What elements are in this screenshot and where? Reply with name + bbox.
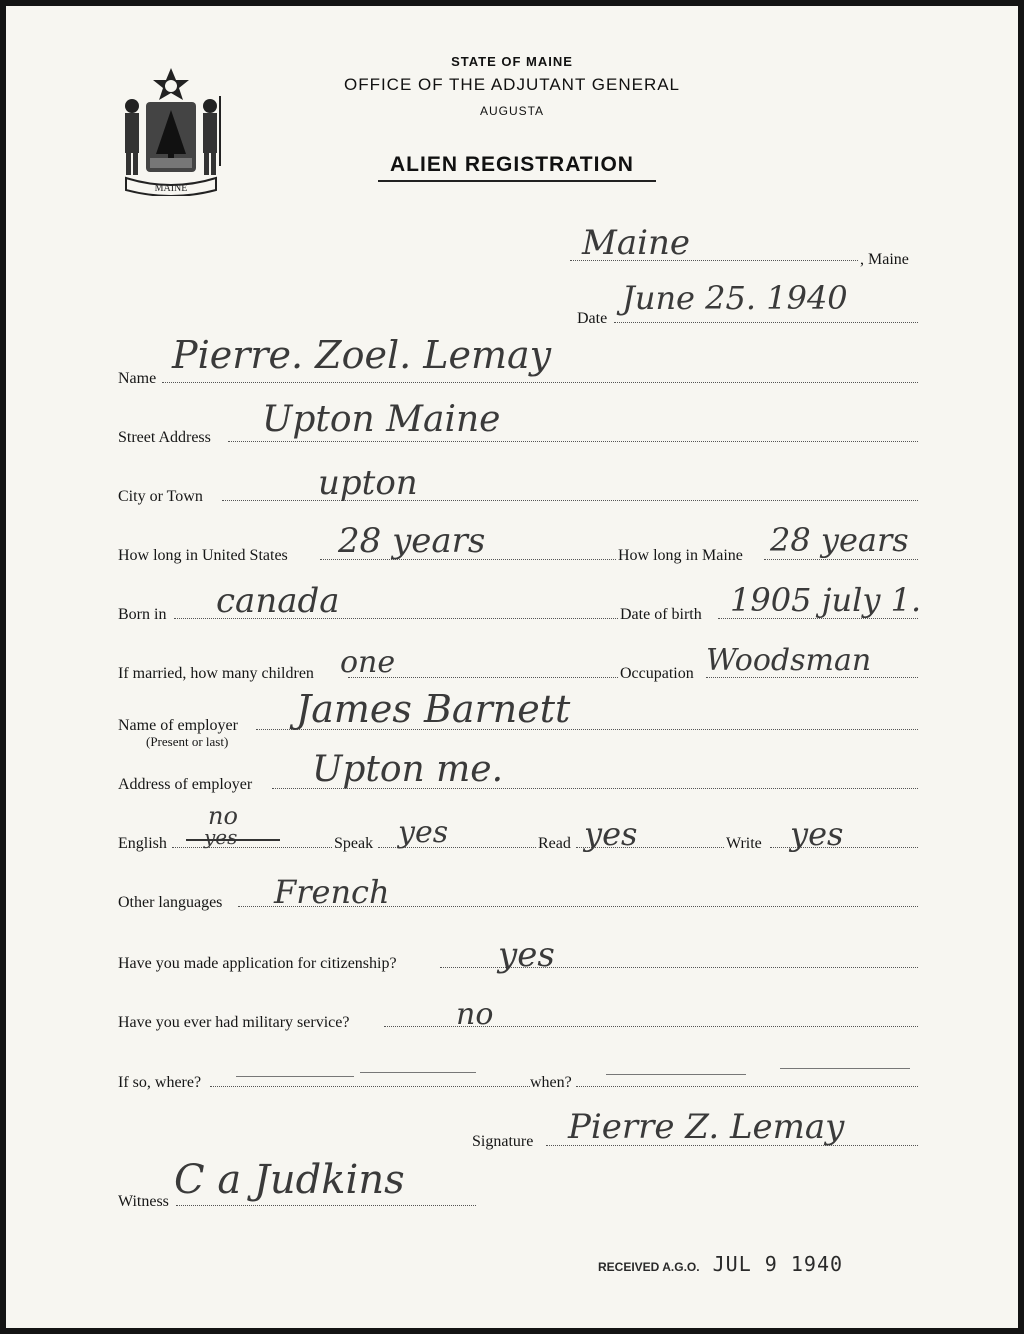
how-long-maine-line [764,559,918,560]
born-in-value: canada [216,581,340,621]
employer-name-sublabel: (Present or last) [146,734,229,749]
svg-text:MAINE: MAINE [154,183,188,194]
header-state: STATE OF MAINE [451,54,573,69]
how-long-us-label: How long in United States [118,547,288,564]
english-value: no [208,802,238,830]
date-of-birth-value: 1905 july 1. [730,581,922,619]
married-children-label: If married, how many children [118,665,314,682]
witness-value: C a Judkins [174,1157,405,1203]
received-stamp-label: RECEIVED A.G.O. [598,1260,700,1274]
city-town-value: upton [318,463,418,503]
name-line [162,382,918,383]
name-value: Pierre. Zoel. Lemay [172,333,552,377]
when-dash-1 [606,1074,746,1075]
military-label: Have you ever had military service? [118,1014,350,1031]
signature-value: Pierre Z. Lemay [568,1107,845,1147]
english-line [172,847,332,848]
military-value: no [456,997,494,1032]
date-line [614,322,918,323]
speak-label: Speak [334,835,374,852]
form-title: ALIEN REGISTRATION [390,153,634,176]
english-label: English [118,835,167,852]
date-label: Date [577,310,608,327]
write-label: Write [726,835,762,852]
how-long-maine-label: How long in Maine [618,547,743,564]
how-long-maine-value: 28 years [770,521,909,559]
date-of-birth-label: Date of birth [620,606,702,623]
witness-line [176,1205,476,1206]
when-line [576,1086,918,1087]
read-label: Read [538,835,571,852]
if-so-where-line [210,1086,530,1087]
signature-label: Signature [472,1133,534,1150]
header-city: AUGUSTA [479,104,545,118]
name-label: Name [118,370,157,387]
write-value: yes [790,815,844,853]
citizenship-value: yes [498,935,555,975]
speak-value: yes [398,815,449,850]
english-struck-value: yes [204,825,238,849]
employer-address-value: Upton me. [312,749,504,790]
street-address-value: Upton Maine [262,399,501,440]
married-children-value: one [340,645,396,680]
other-languages-value: French [274,873,390,911]
english-strikeout [186,839,280,841]
town-value: Maine [582,223,690,263]
occupation-value: Woodsman [706,643,872,678]
employer-address-label: Address of employer [118,776,253,793]
received-stamp [598,1252,843,1276]
read-value: yes [584,815,638,853]
how-long-us-value: 28 years [338,521,486,561]
employer-name-value: James Barnett [296,687,571,731]
employer-name-label: Name of employer [118,717,238,734]
when-label: when? [530,1074,572,1091]
if-so-where-label: If so, where? [118,1074,202,1091]
street-address-line [228,441,918,442]
born-in-label: Born in [118,606,167,623]
witness-label: Witness [118,1193,169,1210]
when-dash-2 [780,1068,910,1069]
date-value: June 25. 1940 [622,279,848,317]
street-address-label: Street Address [118,429,211,446]
occupation-label: Occupation [620,665,694,682]
maine-suffix: , Maine [860,251,909,268]
other-languages-label: Other languages [118,894,223,911]
header-office: OFFICE OF THE ADJUTANT GENERAL [343,75,681,94]
title-underline [378,180,656,182]
received-stamp-date: JUL 9 1940 [712,1252,844,1276]
city-town-label: City or Town [118,488,203,505]
citizenship-label: Have you made application for citizenship? [118,955,397,972]
where-dash-2 [360,1072,476,1073]
where-dash-1 [236,1076,354,1077]
